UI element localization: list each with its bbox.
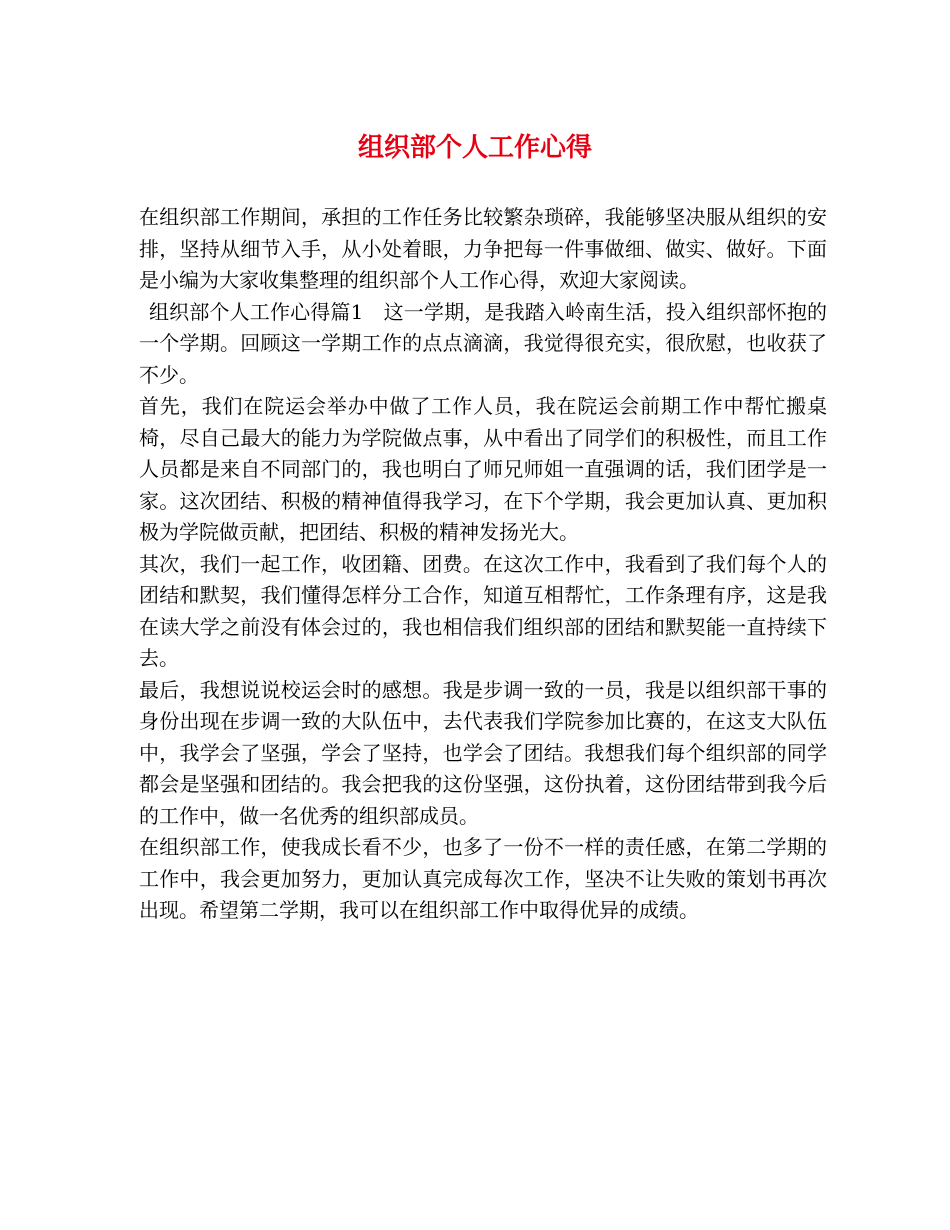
intro-paragraph: 在组织部工作期间，承担的工作任务比较繁杂琐碎，我能够坚决服从组织的安排，坚持从细节入手，从小处着眼，力争把每一件事做细、做实、做好。下面是小编为大家收集整理的组织部个人工作心得，欢迎大家阅读。: [139, 205, 827, 292]
body-paragraph-second: 其次，我们一起工作，收团籍、团费。在这次工作中，我看到了我们每个人的团结和默契，我们懂得怎样分工合作，知道互相帮忙，工作条理有序，这是我在读大学之前没有体会过的，我也相信我们组织部的团结和默契能一直持续下去。: [139, 551, 827, 670]
closing-paragraph: 在组织部工作，使我成长看不少，也多了一份不一样的责任感，在第二学期的工作中，我会更加努力，更加认真完成每次工作，坚决不让失败的策划书再次出现。希望第二学期，我可以在组织部工作中取得优异的成绩。: [139, 835, 827, 922]
document-title: 组织部个人工作心得: [357, 133, 592, 163]
section-heading-paragraph: 组织部个人工作心得篇1 这一学期，是我踏入岭南生活，投入组织部怀抱的一个学期。回顾这一学期工作的点点滴滴，我觉得很充实，很欣慰，也收获了不少。: [139, 299, 827, 387]
document-body: [139, 202, 827, 927]
body-paragraph-last: 最后，我想说说校运会时的感想。我是步调一致的一员，我是以组织部干事的身份出现在步调一致的大队伍中，去代表我们学院参加比赛的，在这支大队伍中，我学会了坚强，学会了坚持，也学会了团结。我想我们每个组织部的同学都会是坚强和团结的。我会把我的这份坚强，这份执着，这份团结带到我今后的工作中，做一名优秀的组织部成员。: [139, 677, 827, 828]
body-paragraph-first: 首先，我们在院运会举办中做了工作人员，我在院运会前期工作中帮忙搬桌椅，尽自己最大的能力为学院做点事，从中看出了同学们的积极性，而且工作人员都是来自不同部门的，我也明白了师兄师姐一直强调的话，我们团学是一家。这次团结、积极的精神值得我学习，在下个学期，我会更加认真、更加积极为学院做贡献，把团结、积极的精神发扬光大。: [139, 394, 827, 544]
